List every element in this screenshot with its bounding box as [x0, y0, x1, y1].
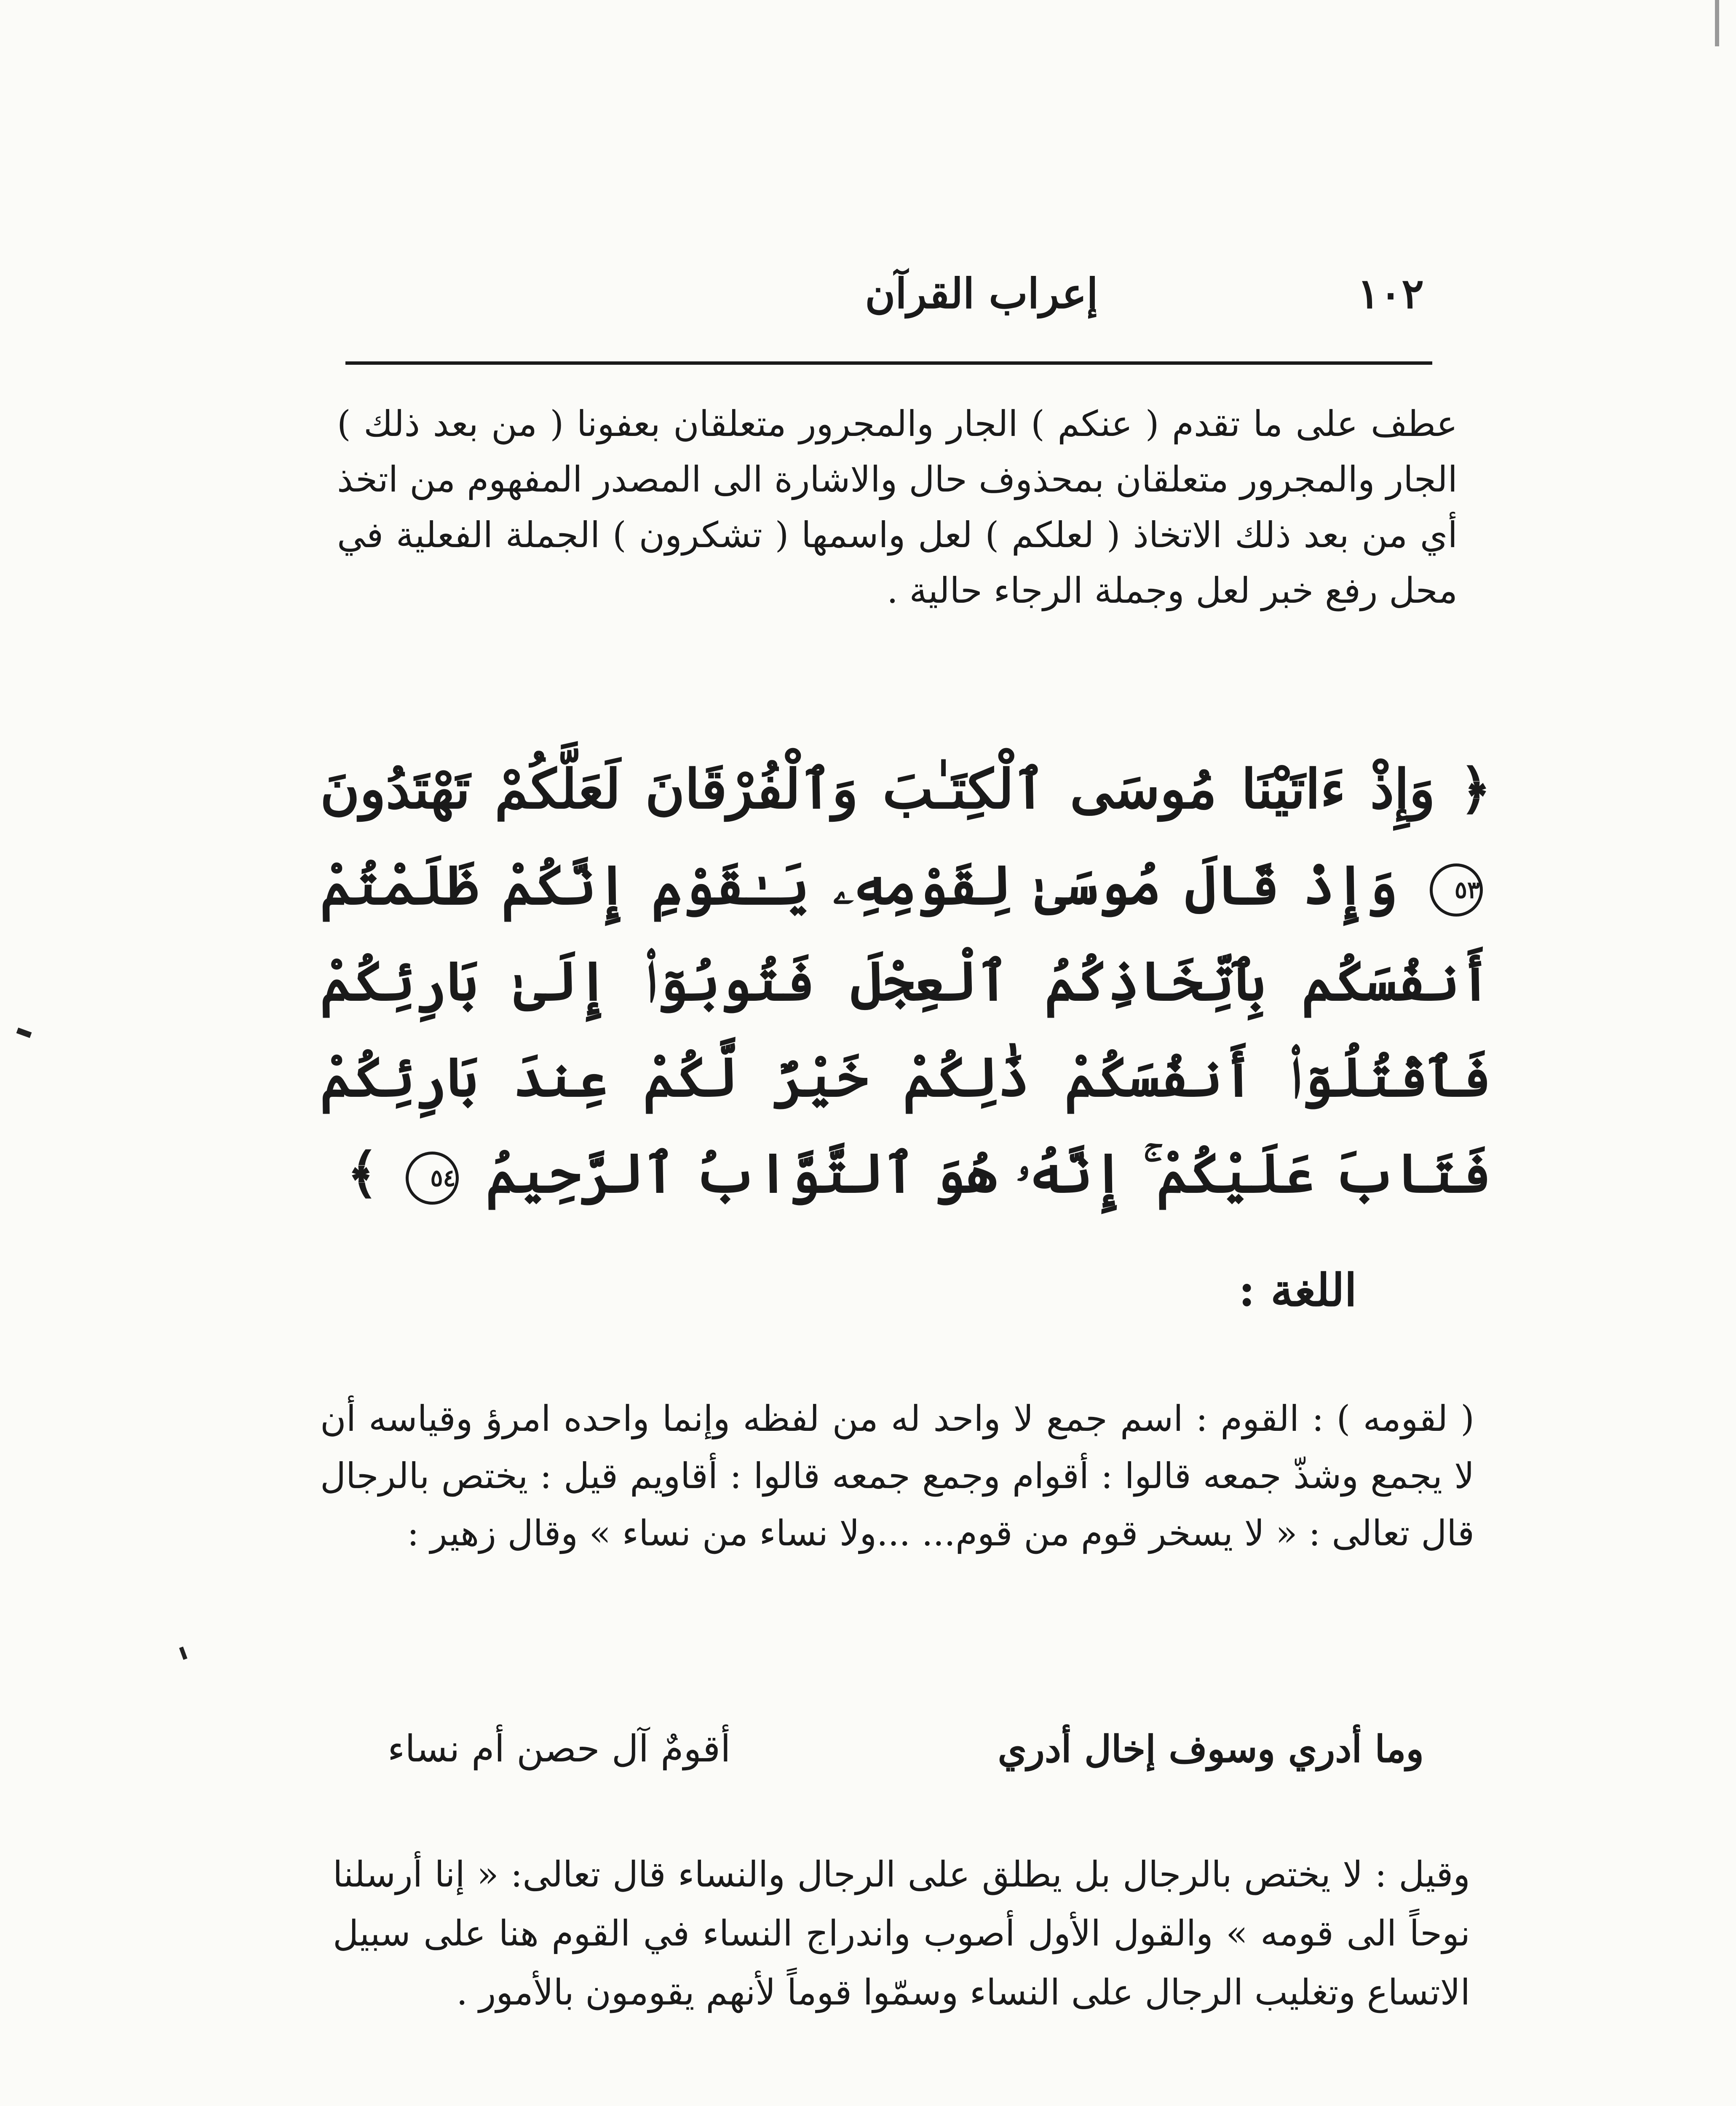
header-rule [345, 361, 1432, 365]
ayah-number-marker: ٥٤ [406, 1152, 459, 1205]
margin-speck [16, 1028, 32, 1038]
section-heading-language: اللغة : [1238, 1264, 1357, 1316]
margin-speck [1715, 0, 1719, 46]
page-number: ١٠٢ [1357, 270, 1424, 318]
page-header [333, 270, 1424, 320]
paragraph-3: وقيل : لا يختص بالرجال بل يطلق على الرجال والنساء قال تعالى: « إنا أرسلنا نوحاً الى قومه » والقول الأول أصوب واندراج النساء في القوم هنا على سبيل الاتساع وتغليب الرجال على النساء وسمّوا قوماً لأنهم يقومون بالأمور . [333, 1854, 1470, 2013]
verse-open-bracket: ﴿ [1460, 758, 1492, 821]
verse-text-1: وَإِذْ ءَاتَيْنَا مُوسَى ٱلْكِتَـٰبَ وَٱلْفُرْقَانَ لَعَلَّكُمْ تَهْتَدُونَ [320, 758, 1435, 821]
ayah-number-marker: ٥٣ [1430, 863, 1483, 917]
poem-verse [388, 1727, 1424, 1782]
poem-hemistich-1: وما أدري وسوف إخال أدري [998, 1727, 1424, 1771]
poem-hemistich-2: أقومٌ آل حصن أم نساء [388, 1727, 731, 1770]
quran-verse-block [320, 741, 1491, 1221]
running-title: إعراب القرآن [865, 270, 1098, 318]
verse-text-2: وَإِذْ قَالَ مُوسَىٰ لِقَوْمِهِۦ يَـٰقَوْمِ إِنَّكُمْ ظَلَمْتُمْ أَنفُسَكُم بِٱتِّخَاذِكُمُ ٱلْعِجْلَ فَتُوبُوٓا۟ إِلَىٰ بَارِئِكُمْ فَٱقْتُلُوٓا۟ أَنفُسَكُمْ ذَٰلِكُمْ خَيْرٌ لَّكُمْ عِندَ بَارِئِكُمْ فَتَابَ عَلَيْكُمْ ۚ إِنَّهُۥ هُوَ ٱلتَّوَّابُ ٱلرَّحِيمُ [320, 854, 1491, 1205]
paragraph-1: عطف على ما تقدم ( عنكم ) الجار والمجرور متعلقان بعفونا ( من بعد ذلك ) الجار والمجرور متعلقان بمحذوف حال والاشارة الى المصدر المفهوم من اتخذ أي من بعد ذلك الاتخاذ ( لعلكم ) لعل واسمها ( تشكرون ) الجملة الفعلية في محل رفع خبر لعل وجملة الرجاء حالية . [337, 403, 1458, 611]
verse-close-bracket: ﴾ [347, 1142, 379, 1205]
paragraph-2: ( لقومه ) : القوم : اسم جمع لا واحد له من لفظه وإنما واحده امرؤ وقياسه أن لا يجمع وشذّ جمعه قالوا : أقوام وجمع جمعه قالوا : أقاويم قيل : يختص بالرجال قال تعالى : « لا يسخر قوم من قوم... ...ولا نساء من نساء » وقال زهير : [320, 1398, 1474, 1554]
margin-speck [179, 1646, 187, 1660]
